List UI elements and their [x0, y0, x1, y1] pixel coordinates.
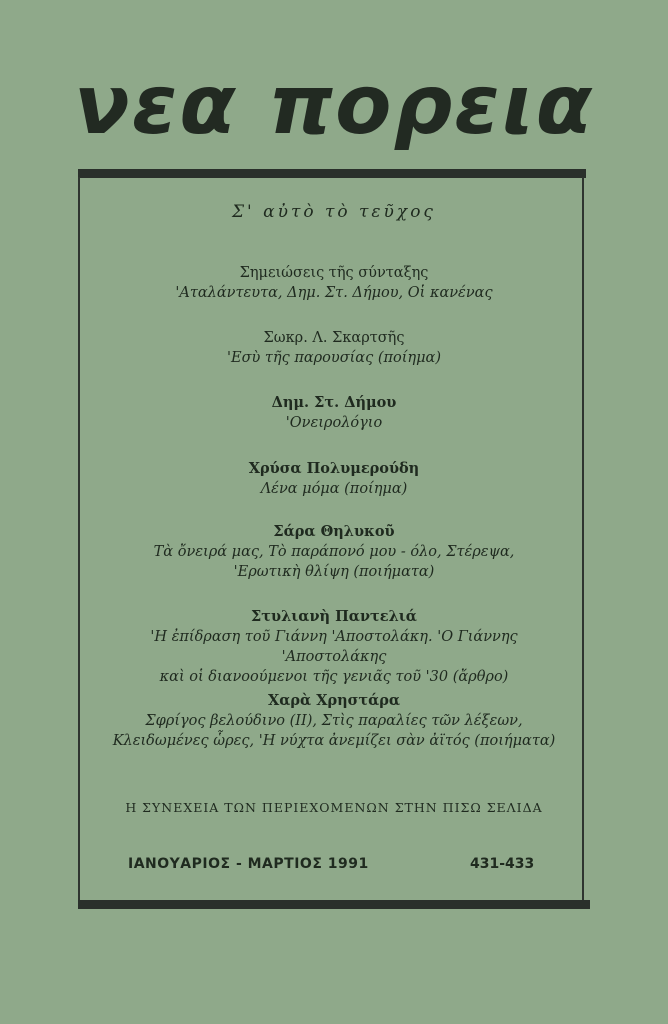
toc-entry: [100, 459, 568, 499]
entry-author: Χαρὰ Χρηστάρα: [267, 692, 401, 709]
entry-title: Κλειδωμένες ὧρες, 'Η νύχτα ἀνεμίζει σὰν ἀϊτός (ποιήματα): [112, 733, 556, 749]
entry-author: Στυλιανὴ Παντελιά: [251, 608, 417, 625]
entry-title: Σφρίγος βελούδινο (ΙΙ), Στὶς παραλίες τῶν λέξεων,: [145, 713, 523, 729]
continuation-note: Η ΣΥΝΕΧΕΙΑ ΤΩΝ ΠΕΡΙΕΧΟΜΕΝΩΝ ΣΤΗΝ ΠΙΣΩ ΣΕΛΙΔΑ: [125, 800, 543, 815]
entry-title: καὶ οἱ διανοούμενοι τῆς γενιᾶς τοῦ '30 (ἄρθρο): [159, 669, 509, 685]
entry-title: 'Αταλάντευτα, Δημ. Στ. Δήμου, Οἱ κανένας: [175, 285, 493, 301]
entry-title: 'Ερωτικὴ θλίψη (ποιήματα): [233, 564, 435, 580]
entry-author: Χρύσα Πολυμερούδη: [248, 460, 420, 477]
entry-author: Σωκρ. Λ. Σκαρτσῆς: [263, 330, 405, 346]
entry-title: 'Ονειρολόγιο: [285, 415, 383, 431]
issue-date: ΙΑΝΟΥΑΡΙΟΣ - ΜΑΡΤΙΟΣ 1991: [128, 856, 369, 872]
toc-entry: [100, 691, 568, 751]
issue-numbers: 431-433: [470, 856, 535, 872]
bottom-rule: [78, 900, 590, 909]
entry-title: Λένα μόμα (ποίημα): [260, 481, 408, 497]
entry-author: Σάρα Θηλυκοῦ: [273, 523, 395, 540]
toc-entry: [100, 522, 568, 582]
toc-entry: [100, 393, 568, 433]
masthead-title: νεα πορεια: [73, 58, 595, 153]
entry-author: Σημειώσεις τῆς σύνταξης: [239, 265, 429, 281]
entry-title: 'Η ἐπίδραση τοῦ Γιάννη 'Αποστολάκη. 'Ο Γιάννης 'Αποστολάκης: [150, 629, 518, 665]
toc-entry: [100, 263, 568, 303]
toc-heading: Σ' αὐτὸ τὸ τεῦχος: [232, 202, 436, 222]
entry-author: Δημ. Στ. Δήμου: [271, 394, 397, 411]
toc-entry: [100, 607, 568, 687]
toc-entry: [100, 328, 568, 368]
entry-title: 'Εσὺ τῆς παρουσίας (ποίημα): [227, 350, 441, 366]
entry-title: Τὰ ὄνειρά μας, Τὸ παράπονό μου - όλο, Στέρεψα,: [153, 544, 515, 560]
